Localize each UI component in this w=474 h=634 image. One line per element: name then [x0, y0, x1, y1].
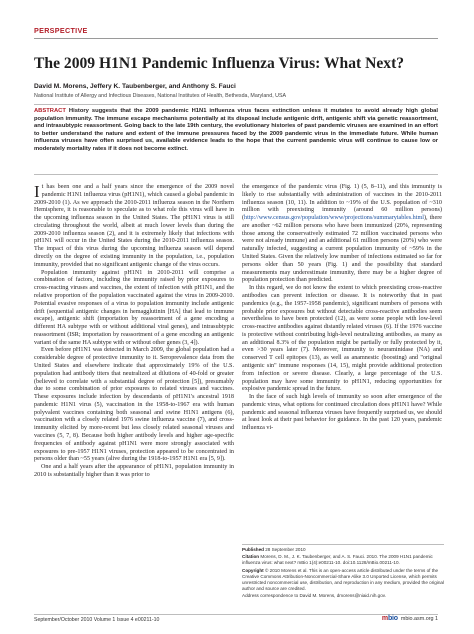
address-line: Address correspondence to David M. Morens, dmorens@niaid.nih.gov.: [242, 592, 386, 598]
drop-cap: I: [34, 182, 40, 201]
abstract-text: History suggests that the 2009 pandemic H1N1 influenza virus faces extinction unless it mutates to avoid already high global population immunity. The immune escape mechanisms potentially at its disposal include antigenic drift, antigenic shift via genetic reassortment, and intrasubtypic reassortment. Going back to the late 19th century, the evolutionary histories of past pandemic viruses are examined in an effort to better understand the nature and extent of the immune pressures faced by the 2009 pandemic virus in the immediate future. While human influenza viruses have often surprised us, available evidence leads to the hope that the current pandemic virus will continue to cause low or moderately mortality rates if it does not become extinct.: [34, 108, 438, 152]
footer-issue: September/October 2010 Volume 1 Issue 4 e00211-10: [34, 617, 160, 623]
abstract: [34, 108, 438, 154]
body-paragraph: One and a half years after the appearance of pH1N1, population immunity in 2010 is substantially higher than it was prior to: [34, 464, 234, 478]
body-paragraph: In the face of such high levels of immunity so soon after emergence of the pandemic virus, what options for continued circulation does pH1N1 have? While pandemic and seasonal influenza viruses have frequently surprised us, we should at least look at their past behavior for guidance. In the past 120 years, pandemic influenza vi-: [242, 394, 442, 432]
article-metadata: [242, 547, 444, 600]
census-link[interactable]: http://www.census.gov/population/www/projections/summarytables.html: [244, 215, 424, 222]
header-rule: [34, 38, 438, 39]
abstract-rule-bottom: [34, 174, 438, 175]
body-paragraph: Population immunity against pH1N1 in 2010-2011 will comprise a combination of factors, including the immunity raised by prior exposures to cross-reacting viruses and vaccines, the extent of infection with pH1N1, and the relative proportion of the population vaccinated against the virus in 2009-2010. Potential evasive responses of a virus to population immunity include antigenic drift (sequential antigenic changes in hemagglutinin [HA] that lead to immune escape), antigenic shift (importation by reassortment of a gene encoding a different HA subtype with or without additional viral genes), and intrasubtypic reassortment (ISR; importation by reassortment of a gene encoding an antigenic variant of the same HA subtype with or without other genes (3, 4]).: [34, 269, 234, 346]
citation-line: Citation Morens, D. M., J. K. Taubenberger, and A. S. Fauci. 2010. The 2009 H1N1 pandemic influenza virus: what next? mBio 1(4):e00211-10. doi:10.1128/mBio.00211-10.: [242, 554, 433, 566]
footer-right: [382, 615, 438, 622]
abstract-label: ABSTRACT: [34, 108, 66, 114]
author-list: David M. Morens, Jeffery K. Taubenberger, and Anthony S. Fauci: [34, 83, 236, 90]
metadata-rule: [242, 544, 444, 545]
article-title: The 2009 H1N1 Pandemic Influenza Virus: What Next?: [34, 55, 405, 72]
footer-rule: [34, 614, 438, 615]
body-paragraph: the emergence of the pandemic virus (Fig. 1) (5, 8–11), and this immunity is likely to rise substantially with administration of vaccines in the 2010-2011 influenza season (10, 11). In addition to ~19% of the U.S. population of ~310 million with preexisting immunity (around 60 million persons) (http://www.census.gov/population/www/projections/summarytables.html), there are another ~62 million persons who have been immunized (20%, representing those among the conservatively estimated 72 million vaccinated persons who were not already immune) and an additional 61 million persons (20%) who were naturally infected, suggesting a current population immunity of ~59% in the United States. Given the relatively low number of infections estimated so far for persons older than 50 years (Fig. 1) and the possibility that standard measurements may underestimate immunity, there may be a higher degree of population protection than predicted.: [242, 184, 442, 284]
section-label: PERSPECTIVE: [34, 26, 88, 35]
copyright-line: Copyright © 2010 Morens et al. This is an open-access article distributed under the terms of the Creative Commons Attribution-Noncommercial-Share Alike 3.0 Unported License, which permits unrestricted noncommercial use, distribution, and reproduction in any medium, provided the original author and source are credited.: [242, 567, 444, 591]
mbio-logo-icon: mbio: [381, 615, 398, 622]
published-line: Published 28 September 2010: [242, 547, 306, 552]
body-column-right: [242, 184, 442, 433]
abstract-rule-top: [34, 104, 438, 105]
footer-site[interactable]: mbio.asm.org 1: [400, 615, 438, 622]
body-paragraph: Even before pH1N1 was detected in March 2009, the global population had a considerable degree of protective immunity to it. Seroprevalence data from the United States and elsewhere indicate that approximately 19% of the U.S. population had antibody titers that neutralized at dilutions of 40-fold or greater (believed to correlate with a substantial degree of protection [5]), presumably due to some combination of prior exposures to related viruses and vaccines. These exposures include infection by descendants of pH1N1's ancestral 1918 pandemic H1N1 virus (5), vaccination in the 1958-to-1967 era with human polyvalent vaccines containing both seasonal and swine H1N1 antigens (6), vaccination with a closely related 1976 swine influenza vaccine (7), and cross-immunity elicited by more-recent but less closely related seasonal viruses and vaccines (5, 7, 8). Because both higher antibody levels and higher age-specific frequencies of antibody against pH1N1 were more strongly associated with exposures to pre-1957 H1N1 viruses, protection appeared to be concentrated in persons older than ~55 years (alive during the 1918-to-1957 H1N1 era [5, 9]).: [34, 347, 234, 463]
author-affiliation: National Institute of Allergy and Infectious Diseases, National Institutes of Health, Bethesda, Maryland, USA: [34, 93, 287, 99]
body-paragraph: In this regard, we do not know the extent to which preexisting cross-reactive antibodies can prevent infection or disease. It is noteworthy that in past pandemics (e.g., the 1957-1958 pandemic), significant numbers of persons with probable prior exposures but without detectable cross-reactive antibodies seem nevertheless to have been protected (12), as were some people with low-level cross-reactive antibodies against distantly related viruses (6). If the 1976 vaccine is protective without contributing high-level neutralizing antibodies, as many as an additional 8.3% of the population might be partially or fully protected by it, even >30 years later (7). Moreover, immunity to neuraminidase (NA) and conserved T cell epitopes (13), as well as anamnestic (boosting) and "original antigenic sin" immune responses (14, 15), might provide additional protection from infection or severe disease. Clearly, a large percentage of the U.S. population may have some immunity to pH1N1, reducing opportunities for explosive pandemic spread in the future.: [242, 285, 442, 393]
body-paragraph: It has been one and a half years since the emergence of the 2009 novel pandemic H1N1 influenza virus (pH1N1), which caused a global pandemic in 2009-2010 (1). As we approach the 2010-2011 influenza season in the Northern Hemisphere, it is reasonable to speculate as to what role this virus will have in the upcoming influenza season in the United States. The pH1N1 virus is still circulating throughout the world, albeit at much lower levels than during the 2009-2010 influenza season (2), and it is extremely likely that infections with pH1N1 will occur in the United States during the 2010-2011 influenza season. The impact of this virus during the upcoming influenza season will depend directly on the degree of existing immunity in the population, i.e., population immunity, provided that no significant antigenic change of the virus occurs.: [34, 182, 234, 268]
body-column-left: [34, 184, 234, 480]
